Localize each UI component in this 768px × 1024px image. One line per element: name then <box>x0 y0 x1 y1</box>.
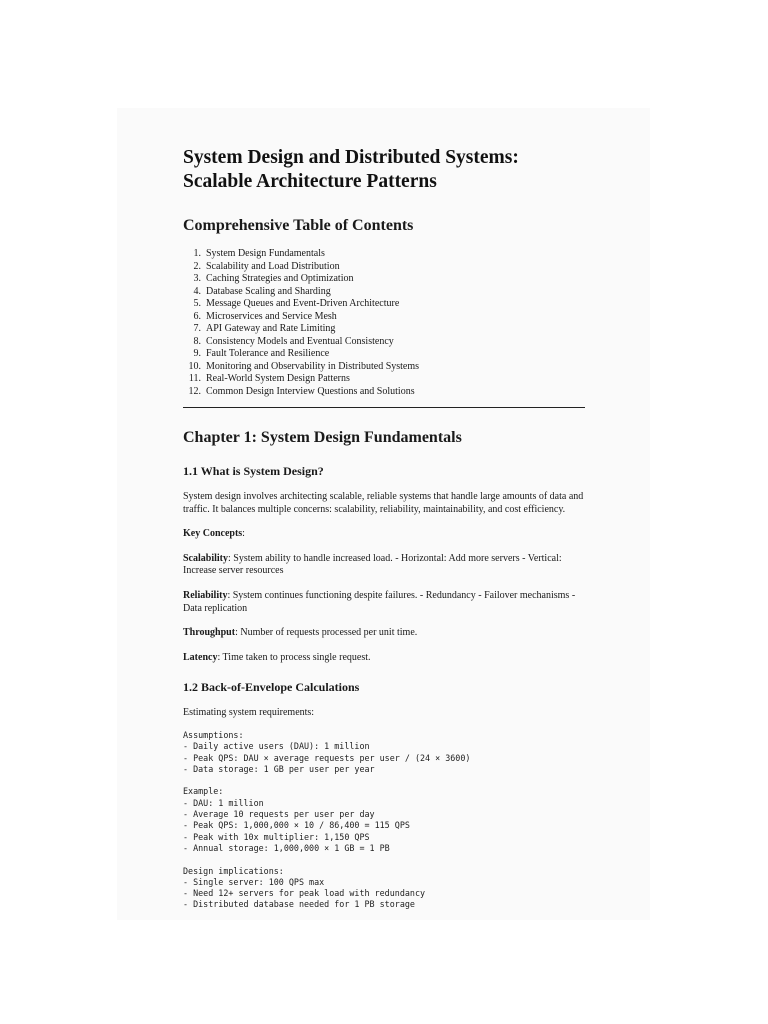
latency-text: : Time taken to process single request. <box>217 651 371 663</box>
toc-number: 2. <box>193 260 201 272</box>
toc-number: 7. <box>193 323 201 334</box>
toc-label: Monitoring and Observability in Distributed Systems <box>206 360 420 372</box>
scalability-text: : System ability to handle increased load. - Horizontal: Add more servers - Vertical: Increase server resources <box>183 552 562 577</box>
title-line-1: System Design and Distributed Systems: <box>183 147 519 168</box>
toc-label: System Design Fundamentals <box>206 248 325 259</box>
document-title <box>183 146 585 194</box>
toc-item <box>183 323 585 336</box>
toc-number: 4. <box>193 285 201 297</box>
code-block: Assumptions: - Daily active users (DAU): 1 million - Peak QPS: DAU × average requests per user / (24 × 3600) - Data storage: 1 GB per user per year Example: - DAU: 1 million - Average 10 requests per user per day - Peak QPS: 1,000,000 × 10 / 86,400 = 115 QPS - Peak with 10x multiplier: 1,150 QPS - Annual storage: 1,000,000 × 1 GB = 1 PB Design implications: - Single server: 100 QPS max - Need 12+ servers for peak load with redundancy - Distributed database needed for 1 PB storage <box>183 729 471 910</box>
reliability-term: Reliability <box>183 589 228 601</box>
title-line-2: Scalable Architecture Patterns <box>183 171 437 192</box>
toc-label: Scalability and Load Distribution <box>206 260 340 272</box>
key-concepts-colon: : <box>242 528 245 540</box>
toc-label: Consistency Models and Eventual Consistency <box>206 335 394 347</box>
section-1-2-heading: 1.2 Back-of-Envelope Calculations <box>183 680 360 695</box>
toc-item <box>183 386 585 399</box>
toc-number: 6. <box>193 310 201 322</box>
chapter-1-heading: Chapter 1: System Design Fundamentals <box>183 429 462 446</box>
toc-item <box>183 286 585 299</box>
page-content <box>183 146 585 911</box>
toc-label: API Gateway and Rate Limiting <box>206 323 336 334</box>
section-divider <box>183 407 585 408</box>
toc-item <box>183 348 585 361</box>
throughput-paragraph <box>183 627 585 640</box>
document-page <box>117 108 650 920</box>
section-1-2-paragraph: Estimating system requirements: <box>183 707 315 719</box>
toc-label: Microservices and Service Mesh <box>206 310 337 322</box>
toc-label: Common Design Interview Questions and Solutions <box>206 385 415 397</box>
section-1-1-heading: 1.1 What is System Design? <box>183 464 324 478</box>
toc-number: 12. <box>188 385 201 397</box>
toc-label: Caching Strategies and Optimization <box>206 273 354 284</box>
toc-item <box>183 273 585 286</box>
section-1-1-paragraph: System design involves architecting scalable, reliable systems that handle large amounts of data and traffic. It balances multiple concerns: scalability, reliability, maintainability, and cost efficiency. <box>183 491 584 515</box>
toc-number: 10. <box>188 360 201 372</box>
key-concepts-label <box>183 528 585 541</box>
toc-heading: Comprehensive Table of Contents <box>183 217 414 234</box>
toc-item <box>183 248 585 261</box>
latency-paragraph <box>183 652 585 665</box>
table-of-contents <box>183 248 585 398</box>
reliability-paragraph <box>183 590 585 615</box>
toc-number: 11. <box>188 373 201 384</box>
toc-label: Database Scaling and Sharding <box>206 285 331 297</box>
key-concepts-term: Key Concepts <box>183 528 243 540</box>
toc-item <box>183 373 585 386</box>
toc-number: 5. <box>193 298 201 309</box>
scalability-paragraph <box>183 553 585 578</box>
toc-item <box>183 261 585 274</box>
toc-item <box>183 361 585 374</box>
toc-label: Real-World System Design Patterns <box>206 373 350 384</box>
toc-number: 9. <box>193 348 201 359</box>
throughput-text: : Number of requests processed per unit time. <box>235 627 418 639</box>
throughput-term: Throughput <box>183 627 236 639</box>
toc-label: Fault Tolerance and Resilience <box>206 348 330 359</box>
toc-item <box>183 336 585 349</box>
latency-term: Latency <box>183 651 218 663</box>
scalability-term: Scalability <box>183 552 229 564</box>
toc-number: 8. <box>193 335 201 347</box>
toc-item <box>183 311 585 324</box>
toc-number: 3. <box>193 273 201 284</box>
reliability-text: : System continues functioning despite failures. - Redundancy - Failover mechanisms - Data replication <box>183 589 576 614</box>
toc-label: Message Queues and Event-Driven Architecture <box>206 298 400 309</box>
toc-number: 1. <box>193 248 201 259</box>
toc-item <box>183 298 585 311</box>
